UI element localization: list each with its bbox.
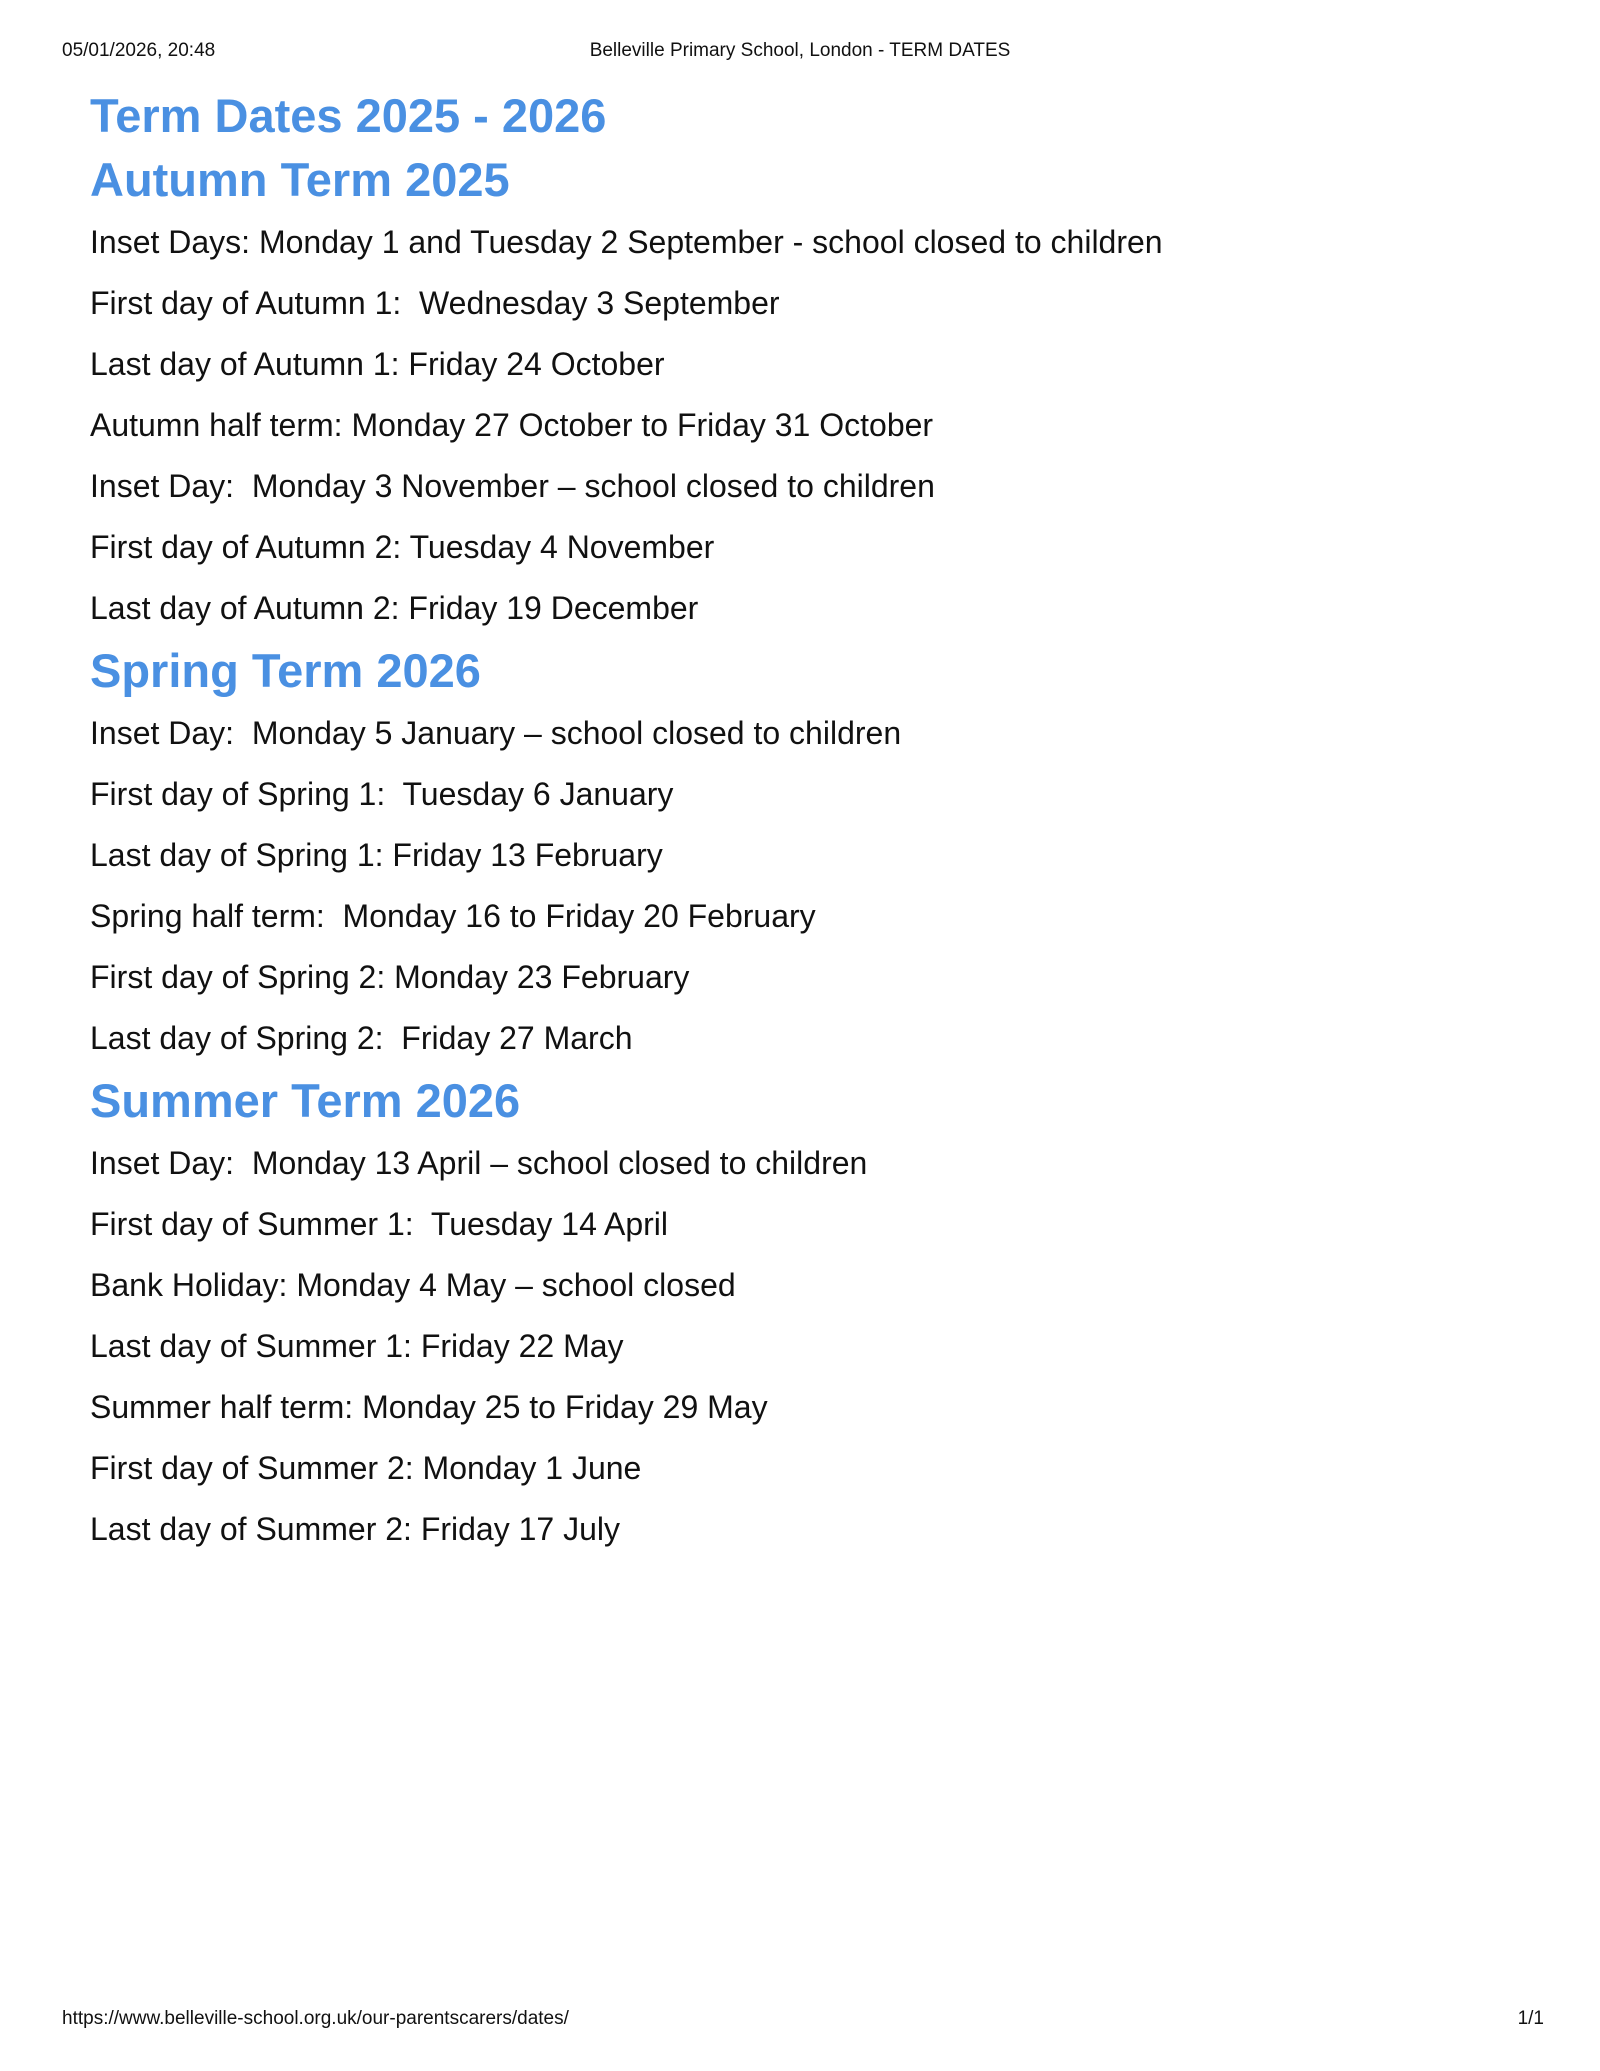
list-item: First day of Autumn 1: Wednesday 3 September xyxy=(90,285,780,321)
print-header xyxy=(0,40,1600,66)
list-item: Summer half term: Monday 25 to Friday 29 May xyxy=(90,1389,768,1425)
autumn-term-dates-list xyxy=(90,212,1510,639)
list-item: Last day of Spring 2: Friday 27 March xyxy=(90,1020,633,1056)
list-item: Autumn half term: Monday 27 October to Friday 31 October xyxy=(90,407,934,443)
page-title: Term Dates 2025 - 2026 xyxy=(90,89,607,142)
autumn-term-heading: Autumn Term 2025 xyxy=(90,153,510,206)
print-page-url: https://www.belleville-school.org.uk/our-parentscarers/dates/ xyxy=(62,2008,569,2029)
print-document-title: Belleville Primary School, London - TERM DATES xyxy=(589,40,1011,61)
list-item: Bank Holiday: Monday 4 May – school closed xyxy=(90,1267,736,1303)
print-timestamp: 05/01/2026, 20:48 xyxy=(62,40,216,61)
list-item: First day of Spring 1: Tuesday 6 January xyxy=(90,776,674,812)
main-content xyxy=(90,84,1510,1560)
list-item: Inset Day: Monday 13 April – school closed to children xyxy=(90,1145,868,1181)
list-item: Last day of Autumn 2: Friday 19 December xyxy=(90,590,699,626)
list-item: First day of Summer 2: Monday 1 June xyxy=(90,1450,642,1486)
summer-term-section xyxy=(90,1069,1510,1560)
list-item: Inset Day: Monday 5 January – school closed to children xyxy=(90,715,902,751)
autumn-term-section xyxy=(90,148,1510,639)
summer-term-heading: Summer Term 2026 xyxy=(90,1074,521,1127)
spring-term-dates-list xyxy=(90,703,1510,1069)
print-footer xyxy=(0,2008,1600,2034)
list-item: Spring half term: Monday 16 to Friday 20 February xyxy=(90,898,816,934)
list-item: Last day of Spring 1: Friday 13 February xyxy=(90,837,663,873)
list-item: Inset Days: Monday 1 and Tuesday 2 September - school closed to children xyxy=(90,224,1163,260)
spring-term-section xyxy=(90,639,1510,1069)
list-item: First day of Spring 2: Monday 23 February xyxy=(90,959,690,995)
spring-term-heading: Spring Term 2026 xyxy=(90,644,481,697)
list-item: Last day of Autumn 1: Friday 24 October xyxy=(90,346,665,382)
list-item: Inset Day: Monday 3 November – school closed to children xyxy=(90,468,935,504)
list-item: First day of Summer 1: Tuesday 14 April xyxy=(90,1206,669,1242)
list-item: Last day of Summer 1: Friday 22 May xyxy=(90,1328,624,1364)
print-page-count: 1/1 xyxy=(1517,2008,1544,2029)
list-item: Last day of Summer 2: Friday 17 July xyxy=(90,1511,620,1547)
list-item: First day of Autumn 2: Tuesday 4 November xyxy=(90,529,715,565)
summer-term-dates-list xyxy=(90,1133,1510,1560)
